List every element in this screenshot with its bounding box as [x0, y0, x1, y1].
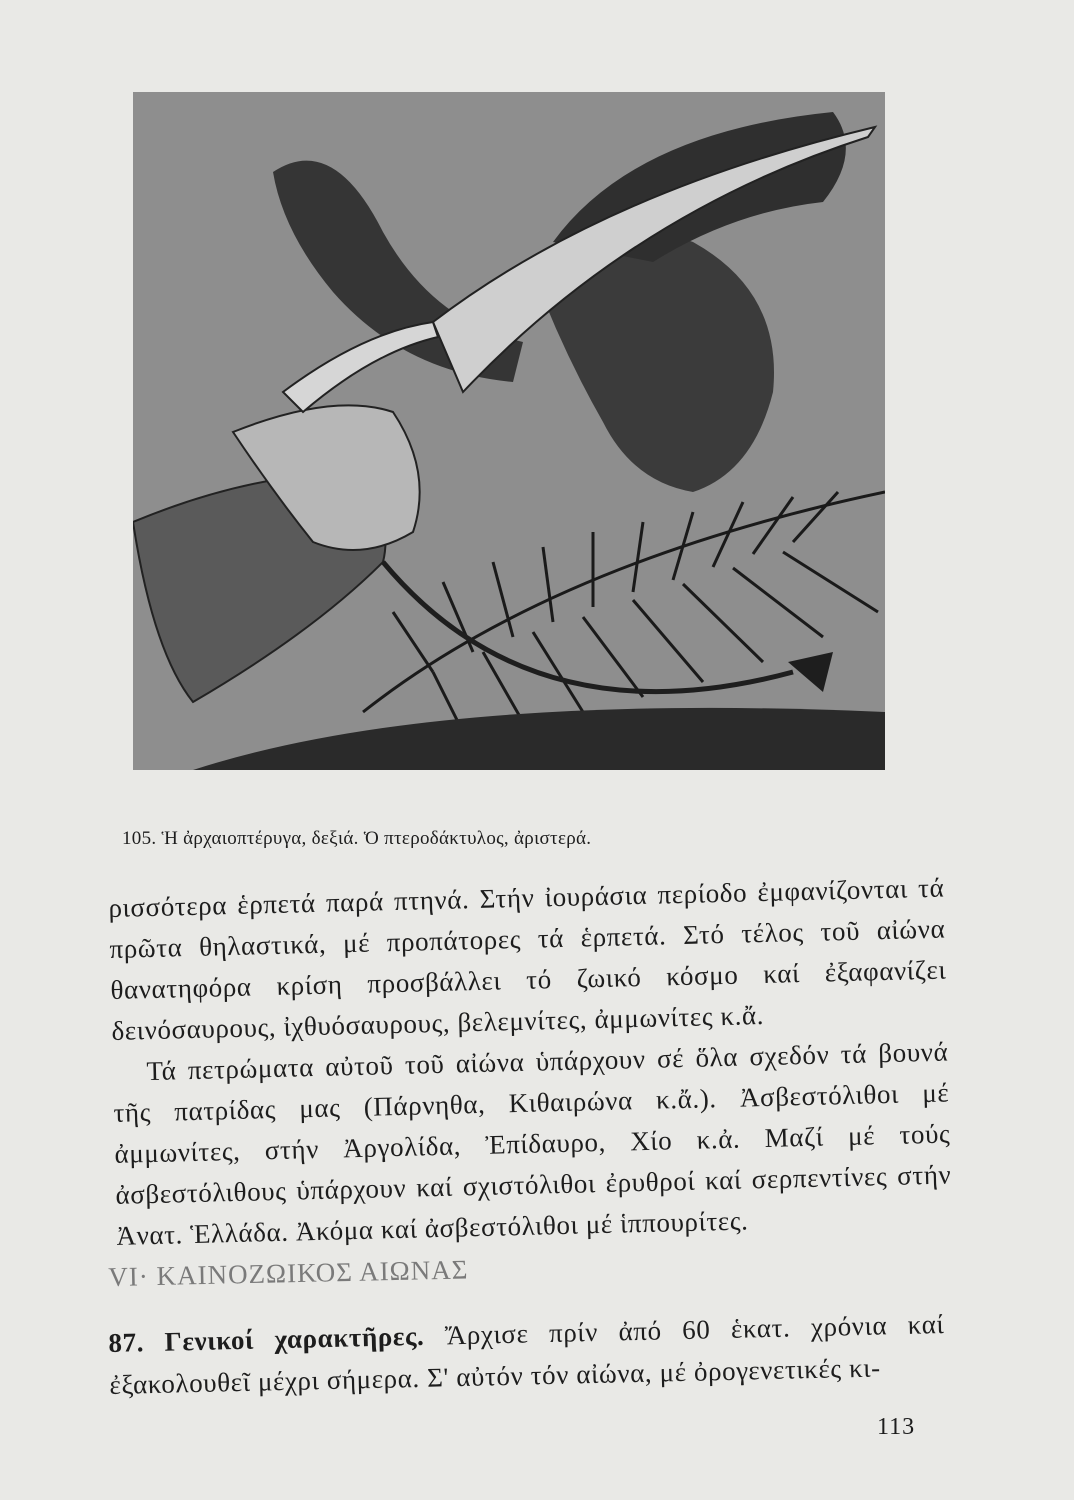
illustration-drawing: [133, 92, 885, 770]
body-text: [108, 868, 953, 1257]
illustration-archaeopteryx-pterodactyl: [133, 92, 885, 770]
section-heading: VI· ΚΑΙΝΟΖΩΙΚΟΣ ΑΙΩΝΑΣ: [108, 1254, 469, 1292]
page-number: 113: [877, 1414, 916, 1440]
figure-caption: 105. Ἡ ἀρχαιοπτέρυγα, δεξιά. Ὁ πτεροδάκτυλος, ἀριστερά.: [122, 828, 592, 849]
paragraph: Τά πετρώματα αὐτοῦ τοῦ αἰώνα ὑπάρχουν σέ ὅλα σχεδόν τά βουνά τῆς πατρίδας μας (Πάρνηθα, Κιθαιρώνα κ.ἄ.). Ἀσβεστόλιθοι μέ ἀμμωνίτες, στήν Ἀργολίδα, Ἐπίδαυρο, Χίο κ.ἀ. Μαζί μέ τούς ἀσβεστόλιθους ὑπάρχουν καί σχιστόλιθοι ἐρυθροί καί σερπεντίνες στήν Ἀνατ. Ἑλλάδα. Ἀκόμα καί ἀσβεστόλιθοι μέ ἱππουρίτες.: [113, 1036, 952, 1251]
paragraph-87-text: Ἄρχισε πρίν ἀπό 60 ἑκατ. χρόνια καί ἐξακολουθεῖ μέχρι σήμερα. Σ' αὐτόν τόν αἰώνα, μέ ὀρογενετικές κι-: [109, 1309, 945, 1400]
paragraph-87: [108, 1303, 946, 1406]
paragraph: ρισσότερα ἑρπετά παρά πτηνά. Στήν ἰουράσια περίοδο ἐμφανίζονται τά πρῶτα θηλαστικά, μέ προπάτορες τά ἑρπετά. Στό τέλος τοῦ αἰώνα θανατηφόρα κρίση προσβάλλει τό ζωικό κόσμο καί ἐξαφανίζει δεινόσαυρους, ἰχθυόσαυρους, βελεμνίτες, ἀμμωνίτες κ.ἄ.: [108, 872, 947, 1046]
paragraph-87-lead: 87. Γενικοί χαρακτῆρες.: [108, 1320, 425, 1358]
